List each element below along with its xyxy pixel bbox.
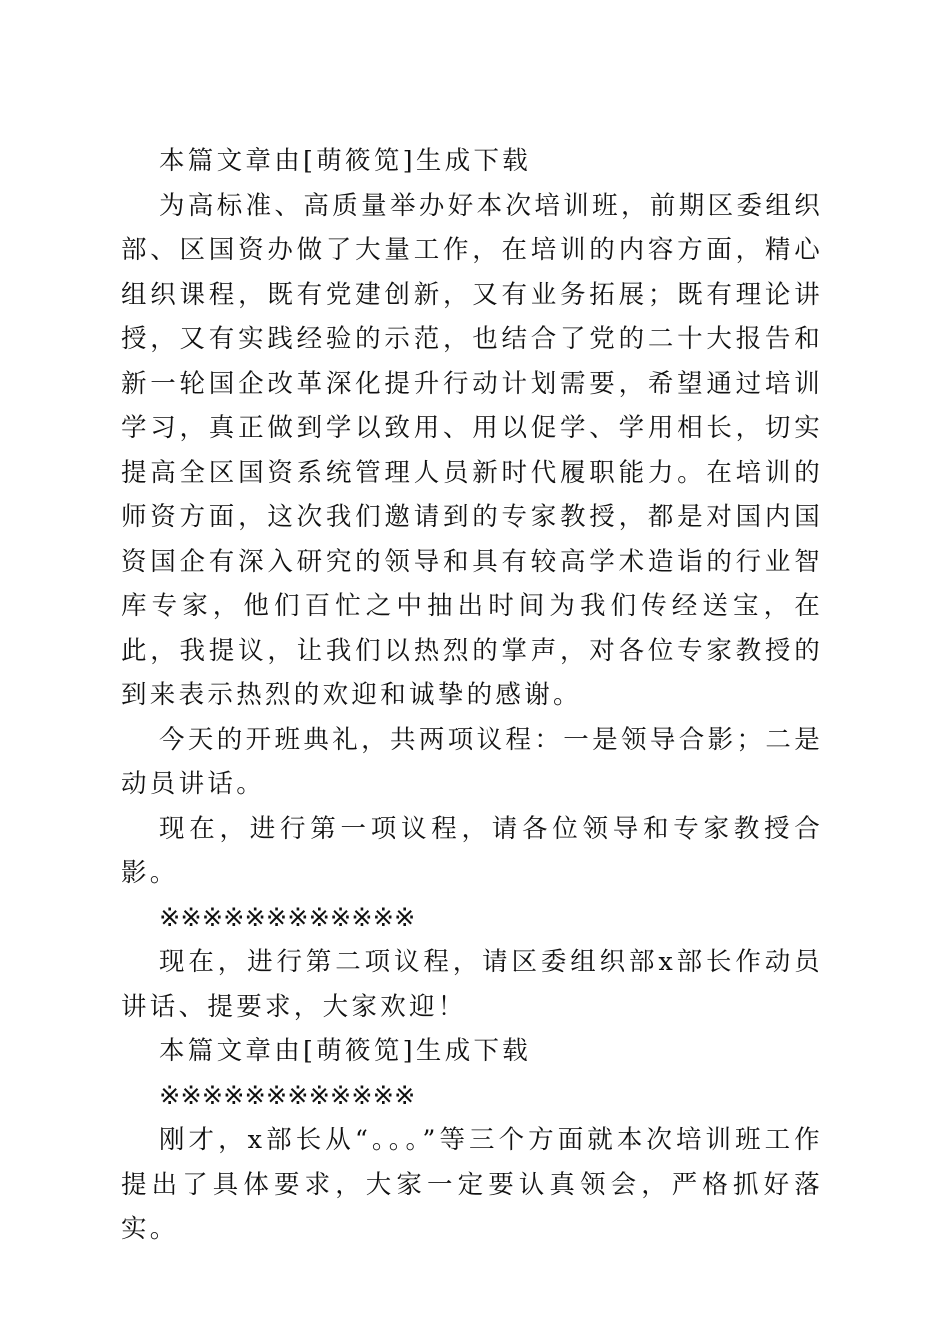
download-notice: 本篇文章由[萌筱笕]生成下载 <box>159 146 532 176</box>
paragraph-closing: 刚才，x部长从“。。。”等三个方面就本次培训班工作提出了具体要求，大家一定要认真领会，严格抓好落实。 <box>121 1125 823 1244</box>
download-notice: 本篇文章由[萌筱笕]生成下载 <box>159 1036 532 1066</box>
paragraph-second-item: 现在，进行第二项议程，请区委组织部x部长作动员讲话、提要求，大家欢迎！ <box>121 947 823 1022</box>
separator-marks: ※※※※※※※※※※※※ <box>159 902 416 933</box>
paragraph-training-overview: 为高标准、高质量举办好本次培训班，前期区委组织部、区国资办做了大量工作，在培训的内容方面，精心组织课程，既有党建创新，又有业务拓展；既有理论讲授，又有实践经验的示范，也结合了党的二十大报告和新一轮国企改革深化提升行动计划需要，希望通过培训学习，真正做到学以致用、用以促学、学用相长，切实提高全区国资系统管理人员新时代履职能力。在培训的师资方面，这次我们邀请到的专家教授，都是对国内国资国企有深入研究的领导和具有较高学术造诣的行业智库专家，他们百忙之中抽出时间为我们传经送宝，在此，我提议，让我们以热烈的掌声，对各位专家教授的到来表示热烈的欢迎和诚挚的感谢。 <box>121 190 823 710</box>
separator-marks: ※※※※※※※※※※※※ <box>159 1080 416 1111</box>
document-body <box>121 139 823 1252</box>
paragraph-first-item: 现在，进行第一项议程，请各位领导和专家教授合影。 <box>121 813 823 888</box>
paragraph-agenda: 今天的开班典礼，共两项议程：一是领导合影；二是动员讲话。 <box>121 724 823 799</box>
